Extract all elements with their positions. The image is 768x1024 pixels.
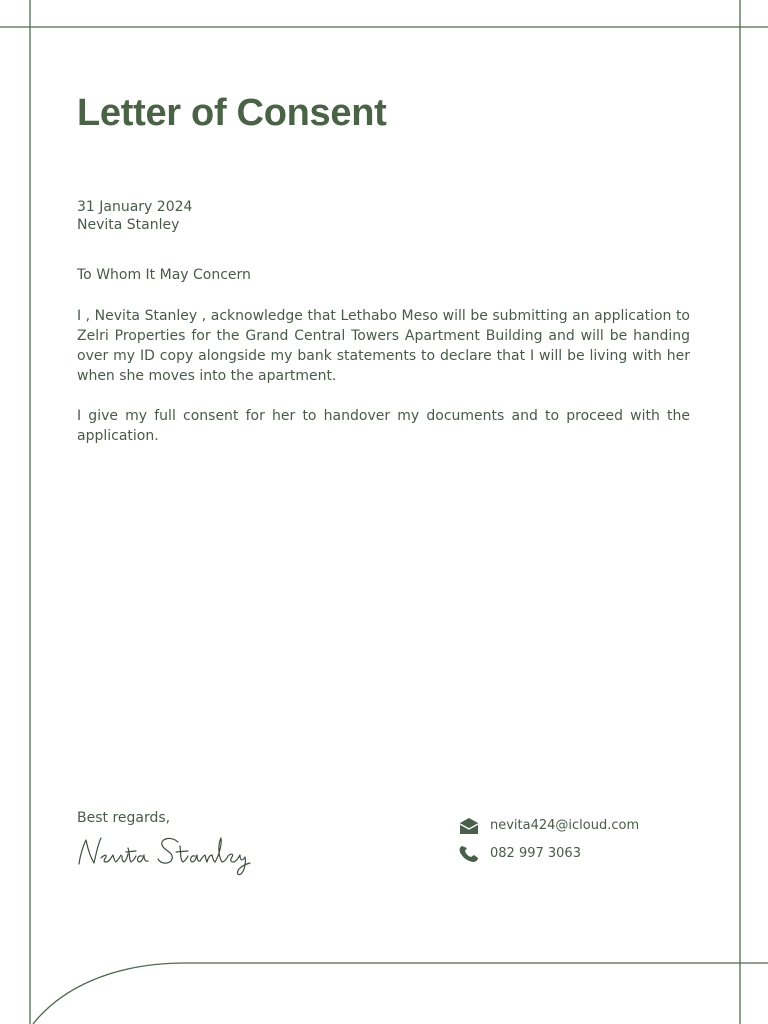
envelope-icon [458, 817, 480, 835]
body-paragraph-2: I give my full consent for her to handover my documents and to proceed with the application. [77, 408, 690, 444]
phone-number[interactable]: 082 997 3063 [490, 846, 581, 861]
letter-title: Letter of Consent [77, 92, 387, 134]
body-paragraph-1: I , Nevita Stanley , acknowledge that Lethabo Meso will be submitting an application to Zelri Properties for the Grand Central Towers Apartment Building and will be handing over my ID copy alongside my bank statements to declare that I will be living with her when she moves into the apartment. [77, 308, 690, 384]
letter-date: 31 January 2024 [77, 199, 193, 215]
phone-icon [458, 845, 480, 863]
closing-line: Best regards, [77, 810, 171, 826]
letter-meta [77, 198, 192, 234]
email-address[interactable]: nevita424@icloud.com [490, 818, 640, 833]
handwritten-signature [74, 830, 252, 878]
salutation: To Whom It May Concern [77, 267, 251, 283]
contact-phone [458, 845, 581, 863]
contact-email [458, 817, 639, 835]
sender-name: Nevita Stanley [77, 217, 180, 233]
